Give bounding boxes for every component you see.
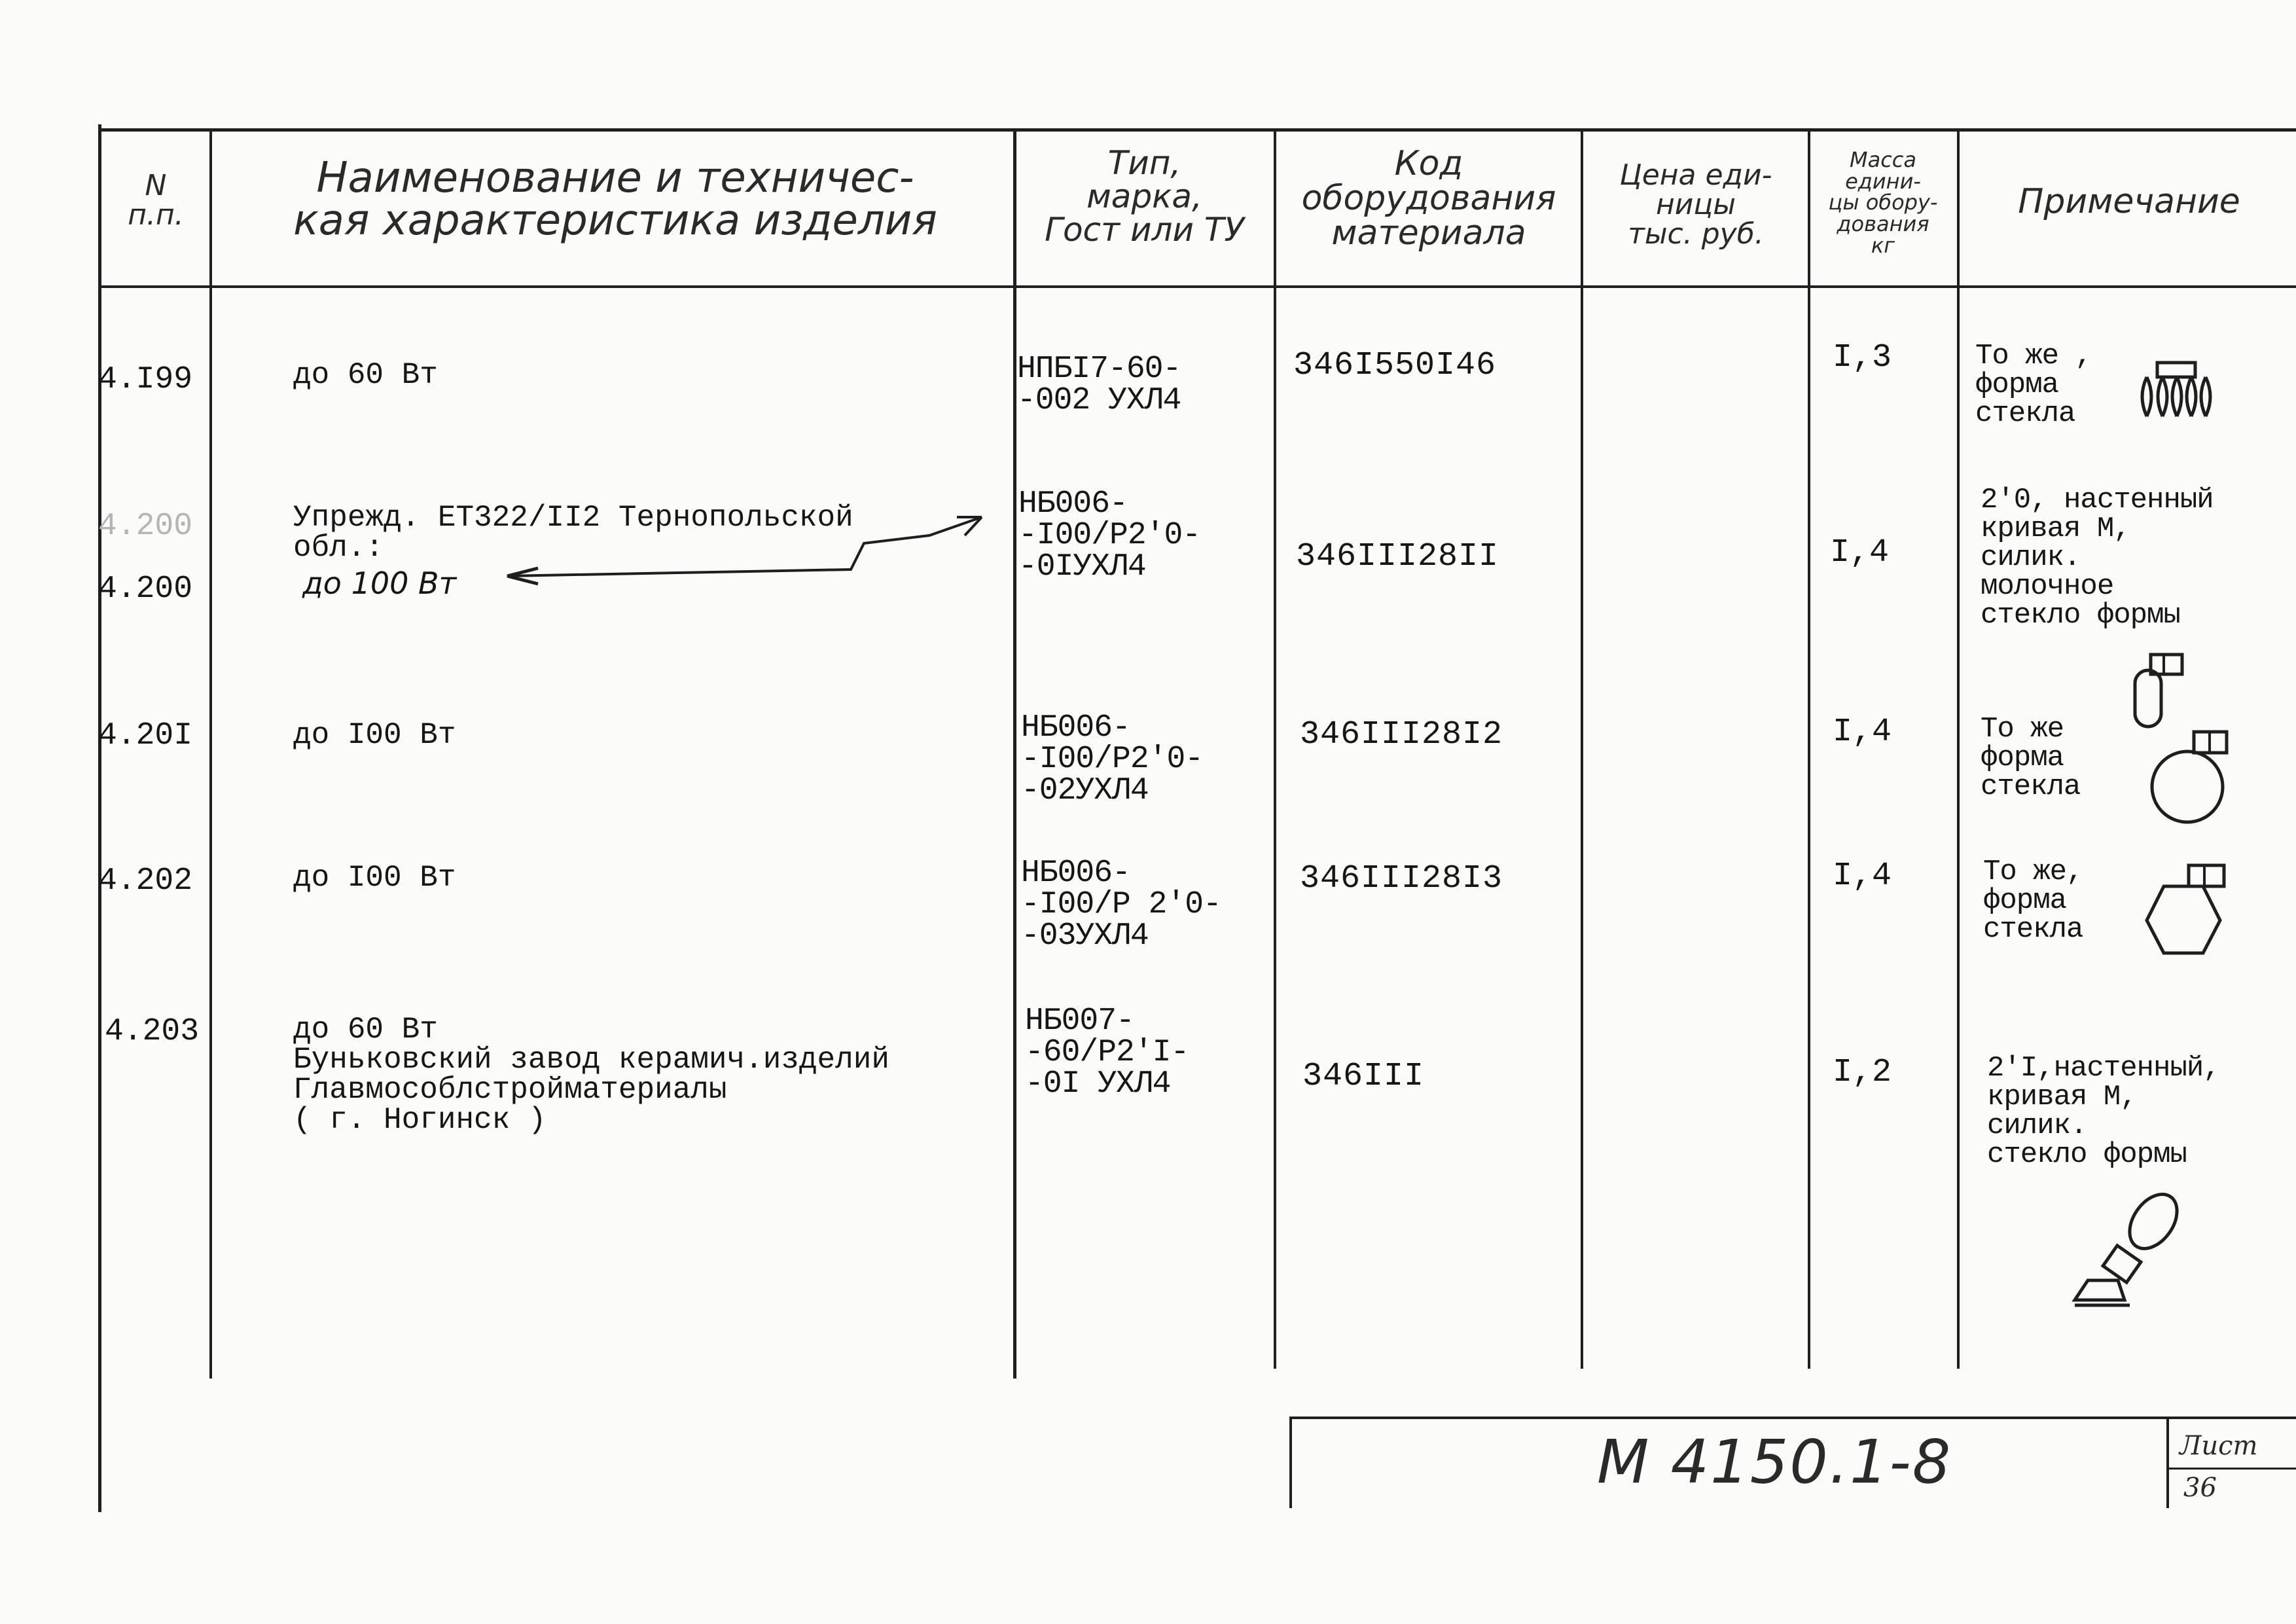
- product-type: НБ006- -I00/Р 2'0- -03УХЛ4: [1021, 856, 1221, 954]
- equipment-code: 346III28I2: [1300, 716, 1503, 753]
- remarks: То же форма стекла: [1981, 713, 2081, 803]
- product-description: Упрежд. ЕТ322/II2 Тернопольской обл.:: [293, 501, 853, 565]
- product-type: НБ007- -60/Р2'I- -0I УХЛ4: [1025, 1003, 1189, 1102]
- unit-mass: I,4: [1830, 534, 1890, 571]
- unit-mass: I,4: [1833, 857, 1892, 895]
- header-mass: Масса едини- цы обору- дования кг: [1828, 147, 1938, 258]
- remarks: То же, форма стекла: [1983, 856, 2083, 946]
- row-number-struck: 4.200: [98, 509, 193, 544]
- product-description-sub: до 100 Вт: [302, 566, 457, 601]
- remarks: 2'0, настенный кривая М, силик. молочное стекло формы: [1981, 484, 2214, 632]
- row-number: 4.202: [98, 863, 193, 899]
- glass-shape-icon: [2131, 652, 2190, 731]
- unit-mass: I,3: [1833, 339, 1892, 376]
- unit-mass: I,4: [1833, 713, 1892, 751]
- product-description: до 60 Вт: [293, 358, 438, 392]
- sheet-number: 36: [2183, 1473, 2217, 1503]
- row-number: 4.203: [105, 1014, 200, 1049]
- header-price: Цена еди- ницы тыс. руб.: [1619, 158, 1772, 251]
- row-number: 4.20I: [98, 718, 193, 753]
- product-type: НБ006- -I00/Р2'0- -02УХЛ4: [1021, 710, 1204, 808]
- lamp-sketch-icon: [2062, 1189, 2193, 1313]
- header-name: Наименование и техничес- кая характеристика изделия: [293, 154, 937, 245]
- row-number: 4.I99: [98, 362, 193, 397]
- product-description: до 60 Вт Буньковский завод керамич.изделий Главмособлстройматериалы ( г. Ногинск ): [293, 1013, 889, 1137]
- product-description: до I00 Вт: [293, 861, 456, 895]
- remarks: 2'I,настенный, кривая М, силик. стекло формы: [1987, 1052, 2220, 1171]
- equipment-code: 346III28I3: [1300, 860, 1503, 897]
- product-description: до I00 Вт: [293, 718, 456, 752]
- row-number: 4.200: [98, 571, 193, 607]
- equipment-code: 346I550I46: [1293, 347, 1497, 384]
- document-code: М 4150.1-8: [1597, 1427, 1952, 1497]
- sheet-label: Лист: [2179, 1431, 2258, 1461]
- equipment-code: 346III28II: [1296, 538, 1499, 575]
- header-type: Тип, марка, Гост или ТУ: [1045, 144, 1244, 249]
- header-code: Код оборудования материала: [1301, 144, 1556, 253]
- glass-shape-icon: [2140, 861, 2238, 960]
- unit-mass: I,2: [1833, 1054, 1892, 1091]
- glass-shape-icon: [2147, 728, 2238, 826]
- product-type: НБ006- -I00/Р2'0- -0IУХЛ4: [1018, 486, 1201, 585]
- equipment-code: 346III: [1302, 1058, 1425, 1095]
- product-type: НПБI7-60- -002 УХЛ4: [1017, 352, 1181, 418]
- header-number: N п.п.: [128, 169, 184, 232]
- remarks: То же , форма стекла: [1975, 340, 2092, 430]
- header-note: Примечание: [2018, 182, 2240, 221]
